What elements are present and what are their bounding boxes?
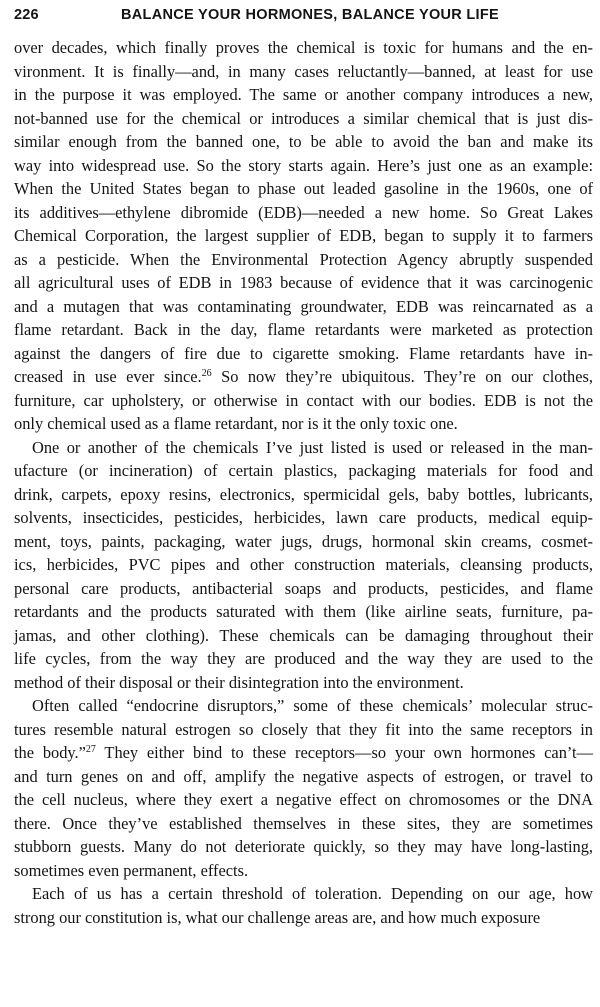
line-text: ment, toys, paints, packaging, water jugs, drugs, hormonal skin creams, cosmet- [14, 531, 593, 551]
text-line [14, 248, 593, 272]
line-text: similar enough from the banned one, to be able to avoid the ban and make its [14, 132, 593, 151]
line-text: ics, herbicides, PVC pipes and other construction materials, cleansing products, [14, 555, 593, 574]
text-line [14, 224, 593, 248]
line-text: against the dangers of fire due to cigarette smoking. Flame retardants have in- [14, 343, 593, 363]
paragraph [14, 882, 593, 929]
line-text: over decades, which finally proves the chemical is toxic for humans and the en- [14, 38, 593, 57]
line-text: Each of us has a certain threshold of toleration. Depending on our age, how [32, 884, 593, 903]
text-line [14, 530, 593, 554]
text-line [14, 412, 593, 436]
text-line [14, 107, 593, 131]
line-text: furniture, car upholstery, or otherwise in contact with our bodies. EDB is not the [14, 390, 593, 410]
line-text: life cycles, from the way they are produced and the way they are used to the [14, 649, 593, 668]
line-text: When the United States began to phase out leaded gasoline in the 1960s, one of [14, 179, 593, 198]
running-header [14, 7, 593, 29]
line-text: way into widespread use. So the story starts again. Here’s just one as an example: [14, 155, 593, 175]
text-line [14, 788, 593, 812]
text-line [14, 36, 593, 60]
line-text: retardants and the products saturated with them (like airline seats, furniture, pa- [14, 602, 593, 621]
text-line [14, 342, 593, 366]
paragraph [14, 436, 593, 695]
text-line [14, 647, 593, 671]
text-line [14, 600, 593, 624]
running-title: BALANCE YOUR HORMONES, BALANCE YOUR LIFE [121, 7, 500, 23]
line-text-continued: They either bind to these receptors—so your own hormones can’t— [95, 743, 593, 762]
text-line [14, 60, 593, 84]
text-line [14, 177, 593, 201]
text-line [14, 318, 593, 342]
text-line [14, 718, 593, 742]
line-text: the cell nucleus, where they exert a negative effect on chromosomes or the DNA [14, 790, 593, 809]
footnote-reference: 26 [201, 368, 212, 379]
text-line [14, 906, 593, 930]
line-text: and turn genes on and off, amplify the negative aspects of estrogen, or travel to [14, 766, 593, 786]
book-page [14, 0, 593, 1007]
paragraph [14, 694, 593, 882]
line-text: method of their disposal or their disintegration into the environment. [14, 672, 464, 692]
text-line [14, 694, 593, 718]
line-text: creased in use ever since. [14, 367, 202, 386]
line-text: not-banned use for the chemical or introduces a similar chemical that is just dis- [14, 108, 593, 128]
line-text: only chemical used as a flame retardant, nor is it the only toxic one. [14, 414, 458, 433]
page-number: 226 [14, 7, 39, 23]
text-line [14, 483, 593, 507]
text-line [14, 154, 593, 178]
text-line [14, 835, 593, 859]
line-text: personal care products, antibacterial soaps and products, pesticides, and flame [14, 578, 593, 598]
line-text: flame retardant. Back in the day, flame retardants were marketed as protection [14, 320, 593, 339]
line-text: there. Once they’ve established themselves in these sites, they are sometimes [14, 813, 593, 833]
text-line [14, 741, 593, 765]
body-text [14, 36, 593, 929]
line-text-continued: So now they’re ubiquitous. They’re on our clothes, [211, 367, 593, 386]
footnote-reference: 27 [85, 744, 96, 755]
line-text: One or another of the chemicals I’ve just listed is used or released in the man- [32, 437, 593, 457]
line-text: jamas, and other clothing). These chemicals can be damaging throughout their [14, 625, 593, 645]
line-text: vironment. It is finally—and, in many cases reluctantly—banned, at least for use [14, 61, 593, 81]
text-line [14, 201, 593, 225]
line-text: sometimes even permanent, effects. [14, 860, 249, 880]
line-text: drink, carpets, epoxy resins, electronics, spermicidal gels, baby bottles, lubricants, [14, 484, 593, 504]
text-line [14, 271, 593, 295]
text-line [14, 130, 593, 154]
line-text: solvents, insecticides, pesticides, herbicides, lawn care products, medical equip- [14, 508, 593, 527]
text-line [14, 882, 593, 906]
line-text: strong our constitution is, what our challenge areas are, and how much exposure [14, 907, 541, 927]
text-line [14, 553, 593, 577]
line-text: Often called “endocrine disruptors,” some of these chemicals’ molecular struc- [32, 696, 593, 715]
line-text: the body.” [14, 743, 86, 762]
line-text: ufacture (or incineration) of certain plastics, packaging materials for food and [14, 461, 593, 480]
line-text: and a mutagen that was contaminating groundwater, EDB was reincarnated as a [14, 296, 593, 316]
text-line [14, 459, 593, 483]
text-line [14, 577, 593, 601]
text-line [14, 671, 593, 695]
text-line [14, 812, 593, 836]
paragraph [14, 36, 593, 436]
line-text: Chemical Corporation, the largest supplier of EDB, began to supply it to farmers [14, 226, 593, 245]
line-text: all agricultural uses of EDB in 1983 because of evidence that it was carcinogenic [14, 273, 593, 292]
line-text: stubborn guests. Many do not deteriorate quickly, so they may have long-lasting, [14, 837, 593, 856]
line-text: as a pesticide. When the Environmental Protection Agency abruptly suspended [14, 249, 593, 269]
text-line [14, 624, 593, 648]
text-line [14, 436, 593, 460]
text-line [14, 506, 593, 530]
line-text: its additives—ethylene dibromide (EDB)—needed a new home. So Great Lakes [14, 202, 593, 222]
line-text: in the purpose it was employed. The same or another company introduces a new, [14, 85, 593, 104]
text-line [14, 365, 593, 389]
text-line [14, 389, 593, 413]
text-line [14, 295, 593, 319]
text-line [14, 765, 593, 789]
line-text: tures resemble natural estrogen so closely that they fit into the same receptors in [14, 719, 593, 739]
text-line [14, 859, 593, 883]
text-line [14, 83, 593, 107]
